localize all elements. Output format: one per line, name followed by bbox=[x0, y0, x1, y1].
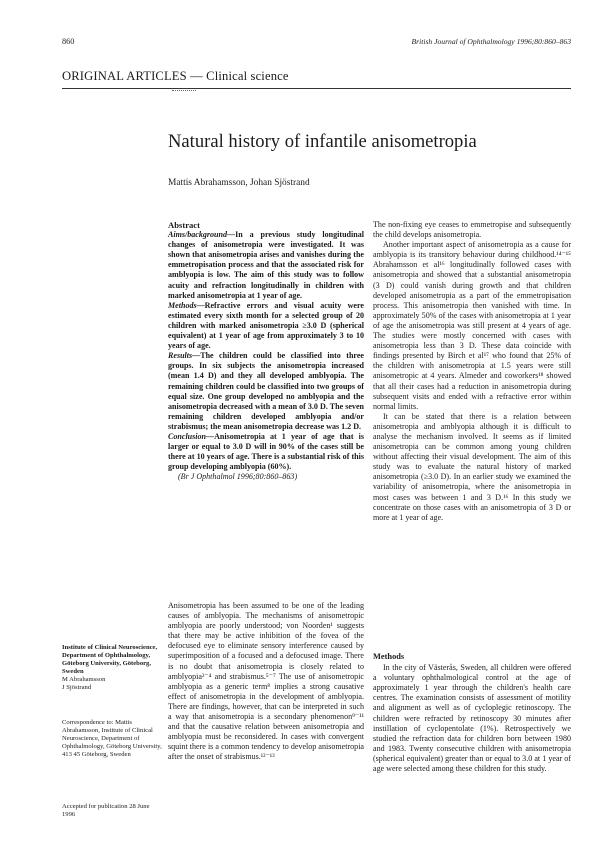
abstract-results-label: Results bbox=[168, 351, 193, 361]
abstract-aims-label: Aims/background bbox=[168, 230, 228, 240]
methods-section bbox=[373, 652, 571, 774]
abstract-methods-text: —Refractive errors and visual acuity were estimated every sixth month for a selected group of 20 children with marked anisometropia ≥3.0 D (spherical equivalent) at 1 year of age from approximately 3 to 10 years of age. bbox=[168, 300, 364, 351]
methods-heading: Methods bbox=[373, 652, 405, 661]
correspondence-text: Correspondence to: Mattis Abrahamsson, Institute of Clinical Neuroscience, Department of Ophthalmology, Göteborg University, 413 45 Göteborg, Sweden bbox=[62, 719, 162, 759]
abstract-aims bbox=[168, 230, 364, 301]
body-paragraph: The non-fixing eye ceases to emmetropise and subsequently the child develops anisometropia. bbox=[373, 220, 571, 240]
abstract-conclusion bbox=[168, 432, 364, 472]
article-authors: Mattis Abrahamsson, Johan Sjöstrand bbox=[168, 178, 310, 188]
abstract-results bbox=[168, 351, 364, 432]
abstract-citation: (Br J Ophthalmol 1996;80:860–863) bbox=[178, 472, 298, 482]
author-affiliation bbox=[62, 644, 162, 693]
correspondence bbox=[62, 719, 162, 759]
body-paragraph: It can be stated that there is a relation between anisometropia and amblyopia although it is difficult to analyse the mechanism involved. It seems as if limited anisometropia can be common among young children without affecting their visual development. The aim of this study was to evaluate the natural history of marked anisometropia (≥3.0 D). In an earlier study we examined the variability of anisometropia, where the anisometropia in most cases was between 1 and 3 D.¹⁶ In this study we concentrate on those cases with an anisometropia of 3 D or more at 1 year of age. bbox=[373, 411, 571, 522]
abstract-aims-text: —In a previous study longitudinal changes of anisometropia were investigated. It was shown that anisometropia arises and vanishes during the emmetropisation process and that the associated risk for amblyopia is low. The aim of this study was to follow acuity and refraction longitudinally in children with marked anisometropia at 1 year of age. bbox=[168, 230, 364, 300]
methods-paragraph: In the city of Västerås, Sweden, all children were offered a voluntary ophthalmological control at the age of approximately 1 year through the children's health care centres. The examination consists of assessment of motility and alignment as well as of cycloplegic retinoscopy. The children were refracted by retinoscopy 30 minutes after instillation of cyclopentolate (1%). Retrospectively we studied the refraction data for children born between 1980 and 1983. Twenty consecutive children with anisometropia (spherical equivalent) greater than or equal to 3.0 at 1 year of age were selected among these children for this study. bbox=[373, 663, 571, 774]
accepted-date bbox=[62, 803, 162, 819]
abstract-methods bbox=[168, 301, 364, 351]
section-heading: ORIGINAL ARTICLES — Clinical science bbox=[62, 69, 289, 83]
abstract bbox=[168, 220, 364, 482]
abstract-methods-label: Methods bbox=[168, 300, 197, 310]
header-rule bbox=[62, 88, 571, 89]
abstract-conclusion-label: Conclusion bbox=[168, 431, 207, 441]
article-title: Natural history of infantile anisometropia bbox=[168, 131, 477, 152]
running-head: British Journal of Ophthalmology 1996;80:860–863 bbox=[411, 37, 571, 46]
page-number: 860 bbox=[62, 37, 75, 46]
affiliation-institution: Institute of Clinical Neuroscience, Department of Ophthalmology, Göteborg University, Göteborg, Sweden bbox=[62, 644, 158, 676]
affiliation-authors: M Abrahamsson J Sjöstrand bbox=[62, 676, 106, 692]
right-column bbox=[373, 220, 571, 523]
introduction bbox=[168, 601, 364, 763]
header-rule-dots bbox=[172, 90, 196, 91]
abstract-results-text: —The children could be classified into three groups. In six subjects the anisometropia increased (mean 1.4 D) and they all developed amblyopia. The remaining children could be classified into two groups of equal size. One group developed no amblyopia and the anisometropia decreased with a mean of 3.0 D. The seven remaining children developed amblyopia and/or strabismus; the mean anisometropia decrease was 1.2 D. bbox=[168, 351, 364, 431]
abstract-conclusion-text: —Anisometropia at 1 year of age that is larger or equal to 3.0 D will in 90% of the cases still be there at 10 years of age. There is a substantial risk of this group developing amblyopia (60%). bbox=[168, 431, 364, 472]
intro-paragraph: Anisometropia has been assumed to be one of the leading causes of amblyopia. The mechanisms of anisometropic amblyopia are poorly understood; von Noorden¹ suggests that there may be active inhibition of the fovea of the defocused eye to eliminate sensory interference caused by superimposition of a focused and a defocused image. There is no doubt that anisometropia is closely related to amblyopia²⁻⁴ and strabismus.⁵⁻⁷ The use of anisometropic amblyopia as a generic term⁸ implies a strong causative effect of anisometropia in the development of amblyopia. There are findings, however, that can be interpreted in such a way that anisometropia is a secondary phenomenon⁹⁻¹¹ and that the causative relation between anisometropia and amblyopia must be reconsidered. In cases with convergent squint there is a common tendency to develop anisometropia after the onset of strabismus.¹²⁻¹³ bbox=[168, 601, 364, 762]
accepted-text: Accepted for publication 28 June 1996 bbox=[62, 803, 150, 819]
body-paragraph: Another important aspect of anisometropia as a cause for amblyopia is its transitory behaviour during childhood.¹⁴⁻¹⁵ Abrahamsson et al¹⁶ longitudinally followed cases with anisometropia and showed that a substantial anisometropia (3 D) could vanish during growth and that children developed anisometropia as a part of the emmetropisation process. This anisometropia then vanished with time. In approximately 50% of the cases with anisometropia at 1 year of age the anisometropia was still present at 4 years of age. The studies were mostly concerned with cases with anisometropia less than 3 D. These data coincide with findings presented by Birch et al¹⁷ who found that 25% of the children with anisometropia at 1.5 years were still anisometropic at 4 years. Almeder and coworkers¹⁸ showed that all their cases had a reduction in anisometropia during subsequent visits and ended with a refractive error within normal limits. bbox=[373, 240, 571, 411]
abstract-heading: Abstract bbox=[168, 220, 200, 230]
